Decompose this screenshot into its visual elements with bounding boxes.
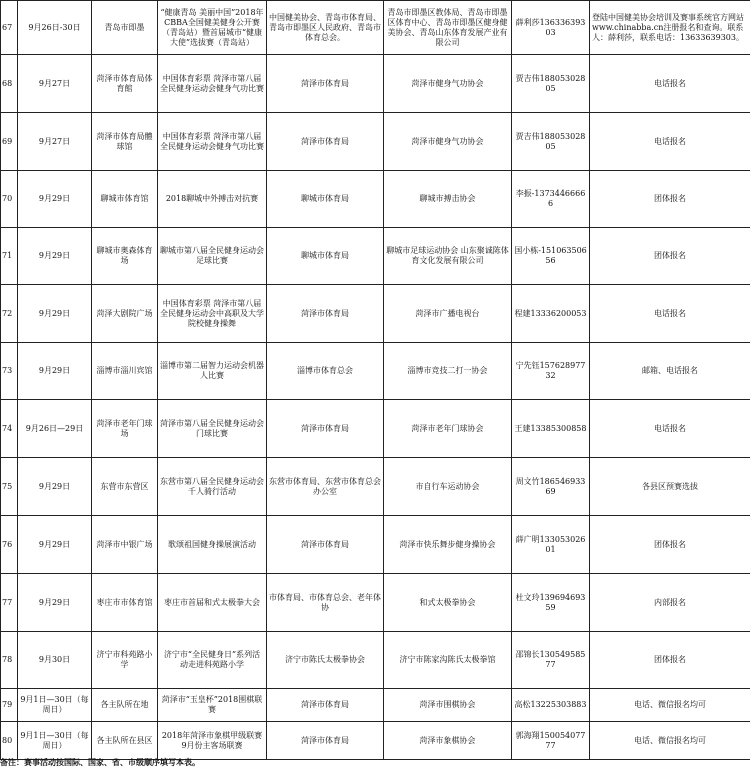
cell-organizer: 菏泽市象棋协会 [384,722,512,760]
cell-date: 9月26日-30日 [18,1,92,55]
cell-no: 72 [1,285,18,343]
cell-date: 9月27日 [18,55,92,113]
cell-venue: 菏泽市中银广场 [92,516,158,574]
cell-venue: 济宁市科苑路小学 [92,632,158,689]
cell-host: 淄博市体育总会 [267,343,384,400]
cell-venue: 菏泽市体育局體球馆 [92,113,158,171]
cell-date: 9月29日 [18,171,92,228]
cell-date: 9月29日 [18,574,92,632]
cell-no: 68 [1,55,18,113]
cell-host: 菏泽市体育局 [267,285,384,343]
cell-organizer: 聊城市搏击协会 [384,171,512,228]
cell-organizer: 淄博市竞技二打一协会 [384,343,512,400]
cell-contact: 薛广明13305302601 [512,516,590,574]
cell-date: 9月29日 [18,458,92,516]
cell-host: 菏泽市体育局 [267,516,384,574]
cell-signup: 电话、微信报名均可 [590,689,750,722]
cell-venue: 各主队所在地 [92,689,158,722]
cell-host: 菏泽市体育局 [267,400,384,458]
table-row [1,171,750,228]
cell-event: 菏泽市“玉皇杯”2018围棋联赛 [158,689,267,722]
cell-contact: 国小栋-15106350656 [512,228,590,285]
cell-organizer: 市自行车运动协会 [384,458,512,516]
cell-event: 2018年菏泽市象棋甲级联赛9月份主客场联赛 [158,722,267,760]
cell-organizer: 菏泽市老年门球协会 [384,400,512,458]
cell-signup: 电话报名 [590,285,750,343]
cell-signup: 登陆中国健美协会培训及赛事系统官方网站www.chinabba.cn注册报名和查询。联系人：薛利莎，联系电话：13633639303。 [590,1,750,55]
cell-contact: 邵锦长13054958577 [512,632,590,689]
cell-event: 中国体育彩票 菏泽市第八届全民健身运动会健身气功比赛 [158,55,267,113]
cell-host: 菏泽市体育局 [267,55,384,113]
cell-no: 67 [1,1,18,55]
cell-event: 中国体育彩票 菏泽市第八届全民健身运动会中高职及大学院校健身操舞 [158,285,267,343]
cell-organizer: 菏泽市围棋协会 [384,689,512,722]
cell-organizer: 聊城市足球运动协会 山东聚诚陈体育文化发展有限公司 [384,228,512,285]
cell-no: 76 [1,516,18,574]
cell-host: 菏泽市体育局 [267,722,384,760]
cell-organizer: 青岛市即墨区教体局、青岛市即墨区体育中心、青岛市即墨区健身健美协会、青岛山东体育发展产业有限公司 [384,1,512,55]
cell-no: 74 [1,400,18,458]
cell-date: 9月29日 [18,228,92,285]
cell-contact: 贾吉伟18805302805 [512,55,590,113]
cell-no: 78 [1,632,18,689]
cell-venue: 菏泽大剧院广场 [92,285,158,343]
cell-organizer: 济宁市陈家沟陈氏太极拳馆 [384,632,512,689]
cell-date: 9月26日—29日 [18,400,92,458]
cell-venue: 淄博市淄川宾馆 [92,343,158,400]
table-body [1,1,750,760]
cell-contact: 高松13225303883 [512,689,590,722]
cell-venue: 东营市东营区 [92,458,158,516]
cell-no: 69 [1,113,18,171]
cell-event: “健康青岛 美丽中国”2018年CBBA全国健美健身公开赛（青岛站）暨首届城市“健康大使”选拔赛（青岛站） [158,1,267,55]
cell-host: 市体育局、市体育总会、老年体协 [267,574,384,632]
cell-signup: 各县区预赛选拔 [590,458,750,516]
cell-no: 71 [1,228,18,285]
cell-event: 菏泽市第八届全民健身运动会门球比赛 [158,400,267,458]
table-row [1,55,750,113]
cell-venue: 聊城市奥森体育场 [92,228,158,285]
cell-contact: 薛利莎13633639303 [512,1,590,55]
cell-contact: 程建13336200053 [512,285,590,343]
table-row [1,285,750,343]
cell-venue: 青岛市即墨 [92,1,158,55]
cell-signup: 团体报名 [590,516,750,574]
table-row [1,1,750,55]
cell-signup: 内部报名 [590,574,750,632]
table-row [1,689,750,722]
cell-no: 77 [1,574,18,632]
cell-date: 9月29日 [18,285,92,343]
cell-no: 80 [1,722,18,760]
cell-venue: 各主队所在县区 [92,722,158,760]
cell-date: 9月29日 [18,516,92,574]
cell-signup: 电话报名 [590,113,750,171]
table-row [1,400,750,458]
cell-date: 9月1日—30日（每周日） [18,722,92,760]
cell-date: 9月27日 [18,113,92,171]
cell-host: 菏泽市体育局 [267,689,384,722]
cell-signup: 电话报名 [590,400,750,458]
cell-signup: 电话、微信报名均可 [590,722,750,760]
cell-contact: 李振-13734466666 [512,171,590,228]
table-row [1,516,750,574]
cell-event: 淄博市第二届智力运动会机器人比赛 [158,343,267,400]
table-row [1,722,750,760]
footnote: 备注：赛事活动按国际、国家、省、市级顺序填写本表。 [0,757,200,767]
table-row [1,458,750,516]
cell-host: 聊城市体育局 [267,228,384,285]
cell-host: 济宁市陈氏太极拳协会 [267,632,384,689]
cell-organizer: 菏泽市快乐舞步健身操协会 [384,516,512,574]
cell-contact: 郭海翔15005407777 [512,722,590,760]
table-row [1,632,750,689]
cell-event: 济宁市“全民健身日”系列活动走进科苑路小学 [158,632,267,689]
cell-signup: 邮箱、电话报名 [590,343,750,400]
cell-event: 东营市第八届全民健身运动会千人骑行活动 [158,458,267,516]
cell-no: 75 [1,458,18,516]
cell-organizer: 菏泽市健身气功协会 [384,113,512,171]
cell-no: 79 [1,689,18,722]
cell-host: 菏泽市体育局 [267,113,384,171]
cell-event: 枣庄市首届和式太极拳大会 [158,574,267,632]
cell-contact: 贾吉伟18805302805 [512,113,590,171]
cell-date: 9月1日—30日（每周日） [18,689,92,722]
cell-event: 中国体育彩票 菏泽市第八届全民健身运动会健身气功比赛 [158,113,267,171]
cell-date: 9月30日 [18,632,92,689]
cell-host: 聊城市体育局 [267,171,384,228]
cell-venue: 枣庄市市体育馆 [92,574,158,632]
cell-no: 70 [1,171,18,228]
cell-signup: 电话报名 [590,55,750,113]
table-row [1,574,750,632]
cell-organizer: 菏泽市广播电视台 [384,285,512,343]
cell-organizer: 和式太极拳协会 [384,574,512,632]
table-row [1,343,750,400]
cell-event: 聊城市第八届全民健身运动会足球比赛 [158,228,267,285]
cell-event: 2018聊城中外搏击对抗赛 [158,171,267,228]
table-row [1,228,750,285]
cell-host: 东营市体育局、东营市体育总会办公室 [267,458,384,516]
cell-venue: 聊城市体育馆 [92,171,158,228]
cell-venue: 菏泽市老年门球场 [92,400,158,458]
cell-host: 中国健美协会、青岛市体育局、青岛市即墨区人民政府、青岛市体育总会。 [267,1,384,55]
cell-contact: 杜文玲13969469359 [512,574,590,632]
cell-venue: 菏泽市体育局体育館 [92,55,158,113]
cell-contact: 周文竹18654693369 [512,458,590,516]
cell-contact: 王建13385300858 [512,400,590,458]
cell-event: 歌颂祖国健身操展演活动 [158,516,267,574]
cell-contact: 宁先钰15762897732 [512,343,590,400]
cell-signup: 团体报名 [590,171,750,228]
cell-signup: 团体报名 [590,632,750,689]
cell-date: 9月29日 [18,343,92,400]
cell-organizer: 菏泽市健身气功协会 [384,55,512,113]
cell-signup: 团体报名 [590,228,750,285]
cell-no: 73 [1,343,18,400]
table-row [1,113,750,171]
